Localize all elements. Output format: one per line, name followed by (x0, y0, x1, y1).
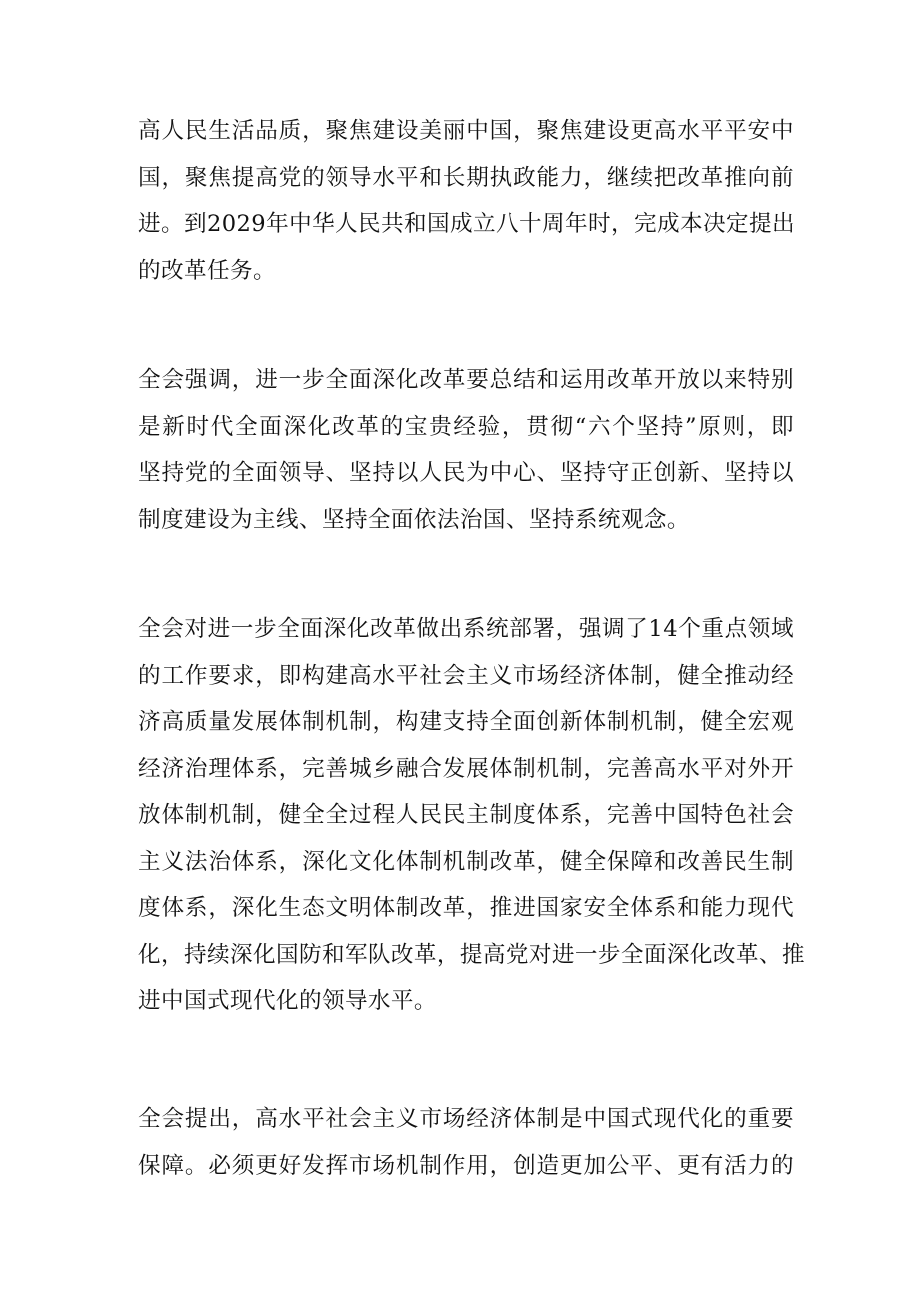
paragraph-line: 经济治理体系，完善城乡融合发展体制机制，完善高水平对外开 (138, 755, 794, 782)
paragraph-line: 的改革任务。 (138, 257, 276, 284)
paragraph-line: 济高质量发展体制机制，构建支持全面创新体制机制，健全宏观 (138, 709, 794, 735)
paragraph-4 (138, 1096, 794, 1189)
paragraph-line: 度体系，深化生态文明体制改革，推进国家安全体系和能力现代 (138, 895, 794, 921)
paragraph-line: 坚持党的全面领导、坚持以人民为中心、坚持守正创新、坚持以 (138, 460, 794, 486)
paragraph-line: 全会强调，进一步全面深化改革要总结和运用改革开放以来特别 (138, 367, 794, 393)
paragraph-line: 进中国式现代化的领导水平。 (138, 988, 437, 1014)
paragraph-line: 进。到2029年中华人民共和国成立八十周年时，完成本决定提出 (138, 211, 795, 237)
paragraph-3 (138, 606, 805, 1025)
paragraph-line: 是新时代全面深化改革的宝贵经验，贯彻“六个坚持”原则，即 (138, 413, 794, 440)
paragraph-line: 保障。必须更好发挥市场机制作用，创造更加公平、更有活力的 (138, 1152, 794, 1179)
paragraph-line: 化，持续深化国防和军队改革，提高党对进一步全面深化改革、推 (138, 941, 805, 968)
paragraph-line: 放体制机制，健全全过程人民民主制度体系，完善中国特色社会 (138, 802, 794, 828)
paragraph-line: 制度建设为主线、坚持全面依法治国、坚持系统观念。 (138, 506, 690, 533)
paragraph-1 (138, 108, 794, 294)
paragraph-line: 的工作要求，即构建高水平社会主义市场经济体制，健全推动经 (138, 662, 794, 689)
paragraph-line: 全会对进一步全面深化改革做出系统部署，强调了14个重点领域 (138, 616, 794, 642)
paragraph-2 (138, 357, 794, 543)
paragraph-line: 高人民生活品质，聚焦建设美丽中国，聚焦建设更高水平平安中 (138, 118, 794, 144)
paragraph-line: 全会提出，高水平社会主义市场经济体制是中国式现代化的重要 (138, 1106, 794, 1132)
paragraph-line: 主义法治体系，深化文化体制机制改革，健全保障和改善民生制 (138, 848, 794, 875)
paragraph-line: 国，聚焦提高党的领导水平和长期执政能力，继续把改革推向前 (138, 164, 794, 191)
